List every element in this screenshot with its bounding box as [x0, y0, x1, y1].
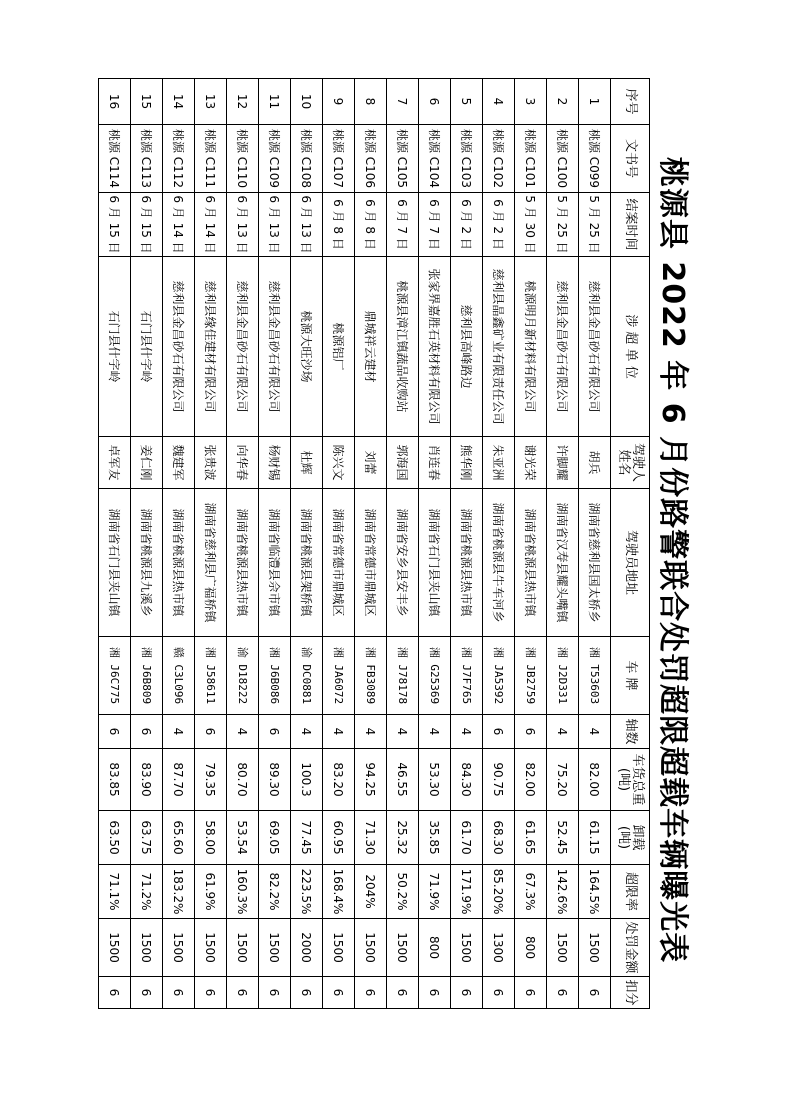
cell-axles: 4	[323, 715, 355, 749]
cell-plate: 渝 DC0881	[291, 637, 323, 715]
cell-doc-no: 桃源 C106	[355, 125, 387, 193]
cell-fine: 800	[515, 919, 547, 977]
cell-fine: 1500	[547, 919, 579, 977]
cell-gross-weight: 89.30	[259, 749, 291, 811]
cell-unloaded: 68.30	[483, 811, 515, 865]
cell-unloaded: 60.95	[323, 811, 355, 865]
cell-plate: 湘 FB3089	[355, 637, 387, 715]
table-row	[323, 79, 355, 1009]
cell-plate: 湘 J78178	[387, 637, 419, 715]
cell-axles: 6	[515, 715, 547, 749]
cell-index: 15	[131, 79, 163, 125]
cell-points: 6	[227, 977, 259, 1009]
cell-axles: 4	[163, 715, 195, 749]
cell-driver-name: 杜辉	[291, 437, 323, 489]
cell-index: 6	[419, 79, 451, 125]
cell-company: 桃源大旺沙场	[291, 257, 323, 437]
cell-company: 慈利县金昌砂石有限公司	[547, 257, 579, 437]
cell-close-date: 5 月 30 日	[515, 193, 547, 257]
cell-fine: 1500	[195, 919, 227, 977]
cell-axles: 4	[387, 715, 419, 749]
cell-driver-name: 胡兵	[579, 437, 611, 489]
cell-overload-rate: 168.4%	[323, 865, 355, 919]
cell-overload-rate: 50.2%	[387, 865, 419, 919]
cell-doc-no: 桃源 C110	[227, 125, 259, 193]
cell-plate: 湘 G25369	[419, 637, 451, 715]
cell-plate: 湘 J6B086	[259, 637, 291, 715]
cell-axles: 4	[419, 715, 451, 749]
cell-gross-weight: 80.70	[227, 749, 259, 811]
cell-close-date: 6 月 13 日	[259, 193, 291, 257]
table-row	[483, 79, 515, 1009]
cell-gross-weight: 82.00	[579, 749, 611, 811]
cell-driver-address: 湖南省慈利县国太桥乡	[579, 489, 611, 637]
cell-gross-weight: 87.70	[163, 749, 195, 811]
table-row	[355, 79, 387, 1009]
cell-doc-no: 桃源 C099	[579, 125, 611, 193]
cell-close-date: 5 月 25 日	[547, 193, 579, 257]
cell-driver-address: 湖南省常德市鼎城区	[355, 489, 387, 637]
cell-doc-no: 桃源 C112	[163, 125, 195, 193]
cell-axles: 4	[579, 715, 611, 749]
cell-points: 6	[163, 977, 195, 1009]
cell-doc-no: 桃源 C105	[387, 125, 419, 193]
cell-doc-no: 桃源 C114	[99, 125, 131, 193]
cell-driver-address: 湖南省桃源县九溪乡	[131, 489, 163, 637]
cell-axles: 6	[483, 715, 515, 749]
cell-fine: 1500	[163, 919, 195, 977]
cell-company: 石门县什字岭	[99, 257, 131, 437]
cell-overload-rate: 164.5%	[579, 865, 611, 919]
cell-driver-name: 朱亚洲	[483, 437, 515, 489]
cell-doc-no: 桃源 C109	[259, 125, 291, 193]
cell-doc-no: 桃源 C103	[451, 125, 483, 193]
cell-gross-weight: 75.20	[547, 749, 579, 811]
cell-plate: 湘 JB2759	[515, 637, 547, 715]
cell-axles: 4	[227, 715, 259, 749]
cell-gross-weight: 46.55	[387, 749, 419, 811]
cell-index: 14	[163, 79, 195, 125]
cell-unloaded: 77.45	[291, 811, 323, 865]
cell-index: 8	[355, 79, 387, 125]
col-header-plate: 车 牌	[611, 637, 650, 715]
cell-driver-address: 湖南省石门县夹山镇	[419, 489, 451, 637]
cell-close-date: 6 月 15 日	[131, 193, 163, 257]
col-header-overload-rate: 超限率	[611, 865, 650, 919]
cell-gross-weight: 83.20	[323, 749, 355, 811]
cell-overload-rate: 223.5%	[291, 865, 323, 919]
cell-unloaded: 71.30	[355, 811, 387, 865]
cell-axles: 4	[291, 715, 323, 749]
cell-gross-weight: 53.30	[419, 749, 451, 811]
cell-index: 13	[195, 79, 227, 125]
cell-unloaded: 53.54	[227, 811, 259, 865]
cell-points: 6	[547, 977, 579, 1009]
cell-close-date: 6 月 14 日	[195, 193, 227, 257]
cell-driver-name: 谢光荣	[515, 437, 547, 489]
cell-unloaded: 63.50	[99, 811, 131, 865]
col-header-points: 扣分	[611, 977, 650, 1009]
cell-axles: 6	[131, 715, 163, 749]
cell-index: 7	[387, 79, 419, 125]
cell-driver-address: 湖南省汉寿县耀头嘴镇	[547, 489, 579, 637]
cell-driver-address: 湖南省常德市鼎城区	[323, 489, 355, 637]
cell-driver-address: 湖南省桃源县热市镇	[451, 489, 483, 637]
col-header-close-date: 结案时间	[611, 193, 650, 257]
cell-fine: 800	[419, 919, 451, 977]
cell-company: 慈利县金昌砂石有限公司	[163, 257, 195, 437]
cell-fine: 1500	[579, 919, 611, 977]
cell-driver-address: 湖南省桃源县热市镇	[515, 489, 547, 637]
cell-company: 慈利县金昌砂石有限公司	[579, 257, 611, 437]
cell-points: 6	[419, 977, 451, 1009]
cell-driver-address: 湖南省桃源县热市镇	[163, 489, 195, 637]
cell-fine: 1500	[355, 919, 387, 977]
cell-plate: 湘 T53603	[579, 637, 611, 715]
cell-axles: 4	[547, 715, 579, 749]
table-row	[195, 79, 227, 1009]
cell-index: 9	[323, 79, 355, 125]
cell-index: 16	[99, 79, 131, 125]
cell-driver-address: 湖南省临澧县佘市镇	[259, 489, 291, 637]
col-header-gross-weight: 车货总重(吨)	[611, 749, 650, 811]
cell-company: 石门县什字岭	[131, 257, 163, 437]
cell-plate: 湘 J6C775	[99, 637, 131, 715]
cell-fine: 1300	[483, 919, 515, 977]
cell-close-date: 6 月 7 日	[419, 193, 451, 257]
cell-driver-name: 郭海国	[387, 437, 419, 489]
cell-points: 6	[323, 977, 355, 1009]
col-header-index: 序号	[611, 79, 650, 125]
cell-plate: 湘 J7F765	[451, 637, 483, 715]
cell-close-date: 6 月 7 日	[387, 193, 419, 257]
cell-close-date: 6 月 13 日	[227, 193, 259, 257]
cell-unloaded: 25.32	[387, 811, 419, 865]
cell-overload-rate: 183.2%	[163, 865, 195, 919]
cell-unloaded: 52.45	[547, 811, 579, 865]
table-row	[227, 79, 259, 1009]
cell-index: 3	[515, 79, 547, 125]
table-header-row	[611, 79, 650, 1009]
cell-plate: 赣 C3L096	[163, 637, 195, 715]
cell-doc-no: 桃源 C100	[547, 125, 579, 193]
cell-gross-weight: 82.00	[515, 749, 547, 811]
cell-doc-no: 桃源 C111	[195, 125, 227, 193]
cell-fine: 1500	[323, 919, 355, 977]
cell-axles: 4	[355, 715, 387, 749]
cell-points: 6	[131, 977, 163, 1009]
cell-doc-no: 桃源 C113	[131, 125, 163, 193]
cell-doc-no: 桃源 C108	[291, 125, 323, 193]
cell-plate: 湘 JA5392	[483, 637, 515, 715]
cell-gross-weight: 79.35	[195, 749, 227, 811]
cell-points: 6	[515, 977, 547, 1009]
cell-fine: 1500	[387, 919, 419, 977]
cell-driver-address: 湖南省安乡县安丰乡	[387, 489, 419, 637]
cell-driver-address: 湖南省慈利县广福桥镇	[195, 489, 227, 637]
cell-points: 6	[259, 977, 291, 1009]
cell-overload-rate: 82.2%	[259, 865, 291, 919]
cell-driver-name: 魏建军	[163, 437, 195, 489]
cell-company: 慈利县金昌砂石有限公司	[259, 257, 291, 437]
cell-index: 4	[483, 79, 515, 125]
col-header-driver-name: 驾驶人姓名	[611, 437, 650, 489]
cell-gross-weight: 90.75	[483, 749, 515, 811]
violation-table	[98, 78, 650, 1009]
cell-plate: 湘 JA6072	[323, 637, 355, 715]
cell-index: 1	[579, 79, 611, 125]
cell-close-date: 6 月 13 日	[291, 193, 323, 257]
cell-overload-rate: 67.3%	[515, 865, 547, 919]
cell-unloaded: 58.00	[195, 811, 227, 865]
cell-gross-weight: 100.3	[291, 749, 323, 811]
cell-points: 6	[483, 977, 515, 1009]
cell-driver-name: 熊华刚	[451, 437, 483, 489]
cell-fine: 2000	[291, 919, 323, 977]
cell-company: 鼎城祥云建材	[355, 257, 387, 437]
cell-axles: 4	[451, 715, 483, 749]
cell-overload-rate: 61.9%	[195, 865, 227, 919]
cell-overload-rate: 71.2%	[131, 865, 163, 919]
col-header-unloaded: 卸载(吨)	[611, 811, 650, 865]
cell-overload-rate: 71.9%	[419, 865, 451, 919]
cell-doc-no: 桃源 C107	[323, 125, 355, 193]
cell-plate: 湘 J2D331	[547, 637, 579, 715]
col-header-company: 涉 超 单 位	[611, 257, 650, 437]
cell-plate: 渝 D18222	[227, 637, 259, 715]
col-header-axles: 轴数	[611, 715, 650, 749]
cell-unloaded: 35.85	[419, 811, 451, 865]
cell-gross-weight: 83.90	[131, 749, 163, 811]
cell-points: 6	[291, 977, 323, 1009]
cell-index: 10	[291, 79, 323, 125]
cell-axles: 6	[259, 715, 291, 749]
cell-driver-name: 卓军友	[99, 437, 131, 489]
cell-driver-address: 湖南省桃源县热市镇	[227, 489, 259, 637]
table-row	[291, 79, 323, 1009]
cell-unloaded: 63.75	[131, 811, 163, 865]
cell-axles: 6	[195, 715, 227, 749]
cell-company: 桃源明月新材料有限公司	[515, 257, 547, 437]
cell-unloaded: 61.15	[579, 811, 611, 865]
cell-points: 6	[579, 977, 611, 1009]
cell-points: 6	[99, 977, 131, 1009]
cell-unloaded: 61.70	[451, 811, 483, 865]
cell-overload-rate: 204%	[355, 865, 387, 919]
cell-unloaded: 65.60	[163, 811, 195, 865]
cell-overload-rate: 142.6%	[547, 865, 579, 919]
cell-index: 2	[547, 79, 579, 125]
cell-driver-name: 张贵波	[195, 437, 227, 489]
cell-fine: 1500	[131, 919, 163, 977]
table-row	[419, 79, 451, 1009]
cell-gross-weight: 84.30	[451, 749, 483, 811]
col-header-fine: 处罚金额	[611, 919, 650, 977]
cell-close-date: 6 月 8 日	[355, 193, 387, 257]
cell-overload-rate: 85.20%	[483, 865, 515, 919]
cell-fine: 1500	[99, 919, 131, 977]
col-header-driver-address: 驾驶员地址	[611, 489, 650, 637]
table-row	[451, 79, 483, 1009]
cell-close-date: 6 月 14 日	[163, 193, 195, 257]
cell-company: 桃源铝厂	[323, 257, 355, 437]
cell-company: 桃源县漳江镇蔬品收购站	[387, 257, 419, 437]
cell-plate: 湘 J6B809	[131, 637, 163, 715]
cell-index: 11	[259, 79, 291, 125]
cell-driver-address: 湖南省石门县夹山镇	[99, 489, 131, 637]
cell-driver-name: 陈兴文	[323, 437, 355, 489]
cell-unloaded: 69.05	[259, 811, 291, 865]
cell-index: 12	[227, 79, 259, 125]
col-header-doc-no: 文书号	[611, 125, 650, 193]
table-row	[163, 79, 195, 1009]
cell-close-date: 6 月 15 日	[99, 193, 131, 257]
cell-fine: 1500	[227, 919, 259, 977]
cell-axles: 6	[99, 715, 131, 749]
cell-fine: 1500	[259, 919, 291, 977]
cell-overload-rate: 71.1%	[99, 865, 131, 919]
table-row	[387, 79, 419, 1009]
cell-close-date: 5 月 25 日	[579, 193, 611, 257]
cell-doc-no: 桃源 C104	[419, 125, 451, 193]
table-row	[259, 79, 291, 1009]
document-title: 桃源县 2022 年 6 月份路警联合处罚超限超载车辆曝光表	[655, 156, 690, 964]
table-row	[515, 79, 547, 1009]
cell-doc-no: 桃源 C101	[515, 125, 547, 193]
cell-fine: 1500	[451, 919, 483, 977]
cell-company: 慈利县高峰路边	[451, 257, 483, 437]
table-row	[579, 79, 611, 1009]
cell-driver-name: 杨财锡	[259, 437, 291, 489]
cell-points: 6	[195, 977, 227, 1009]
cell-company: 慈利县晶鑫矿业有限责任公司	[483, 257, 515, 437]
cell-points: 6	[355, 977, 387, 1009]
cell-overload-rate: 160.3%	[227, 865, 259, 919]
cell-company: 慈利县缘佳建材有限公司	[195, 257, 227, 437]
cell-driver-name: 肖连春	[419, 437, 451, 489]
cell-driver-name: 姜仁刚	[131, 437, 163, 489]
cell-points: 6	[451, 977, 483, 1009]
cell-overload-rate: 171.9%	[451, 865, 483, 919]
cell-company: 慈利县金昌砂石有限公司	[227, 257, 259, 437]
cell-doc-no: 桃源 C102	[483, 125, 515, 193]
cell-points: 6	[387, 977, 419, 1009]
cell-driver-address: 湖南省桃源县架桥镇	[291, 489, 323, 637]
cell-company: 张家界嘉胜石英材料有限公司	[419, 257, 451, 437]
table-row	[131, 79, 163, 1009]
table-row	[99, 79, 131, 1009]
cell-driver-name: 向华春	[227, 437, 259, 489]
cell-unloaded: 61.65	[515, 811, 547, 865]
cell-close-date: 6 月 2 日	[451, 193, 483, 257]
cell-plate: 湘 J58611	[195, 637, 227, 715]
cell-index: 5	[451, 79, 483, 125]
cell-driver-name: 刘蕾	[355, 437, 387, 489]
cell-close-date: 6 月 2 日	[483, 193, 515, 257]
cell-close-date: 6 月 8 日	[323, 193, 355, 257]
table-row	[547, 79, 579, 1009]
cell-driver-address: 湖南省桃源县牛车河乡	[483, 489, 515, 637]
cell-gross-weight: 83.85	[99, 749, 131, 811]
cell-driver-name: 许脚耀	[547, 437, 579, 489]
cell-gross-weight: 94.25	[355, 749, 387, 811]
